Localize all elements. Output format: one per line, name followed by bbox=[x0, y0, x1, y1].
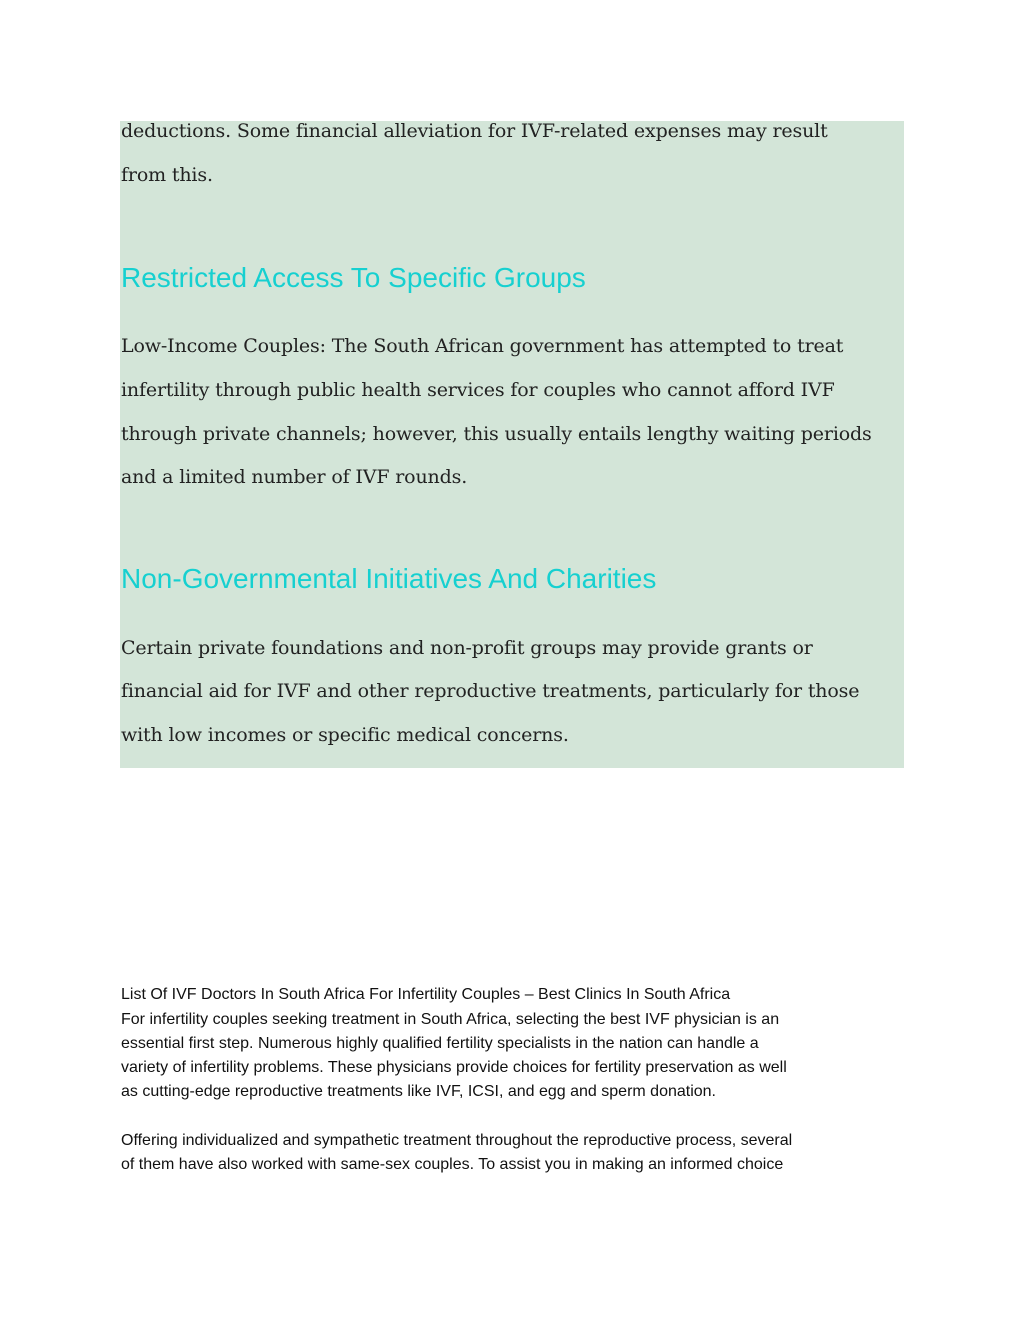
paragraph-2-line-1: Certain private foundations and non-profit groups may provide grants or bbox=[121, 637, 813, 659]
lower-paragraph-1-line-3: variety of infertility problems. These physicians provide choices for fertility preservation as well bbox=[121, 1059, 787, 1076]
lower-paragraph-2-line-1: Offering individualized and sympathetic treatment throughout the reproductive process, several bbox=[121, 1132, 793, 1149]
section-heading-non-governmental: Non-Governmental Initiatives And Charities bbox=[121, 563, 657, 594]
paragraph-1-line-3: through private channels; however, this usually entails lengthy waiting periods bbox=[121, 423, 872, 445]
paragraph-1-line-1: Low-Income Couples: The South African government has attempted to treat bbox=[121, 335, 844, 357]
paragraph-2-line-2: financial aid for IVF and other reproductive treatments, particularly for those bbox=[121, 680, 860, 702]
lower-paragraph-1-line-1: For infertility couples seeking treatment in South Africa, selecting the best IVF physician is an bbox=[121, 1011, 780, 1028]
intro-line-1: deductions. Some financial alleviation for IVF-related expenses may result bbox=[121, 120, 828, 142]
lower-paragraph-1-line-4: as cutting-edge reproductive treatments like IVF, ICSI, and egg and sperm donation. bbox=[121, 1083, 716, 1100]
article-title-line: List Of IVF Doctors In South Africa For Infertility Couples – Best Clinics In South Africa bbox=[121, 986, 731, 1003]
paragraph-1-line-2: infertility through public health services for couples who cannot afford IVF bbox=[121, 379, 835, 401]
section-heading-restricted-access: Restricted Access To Specific Groups bbox=[121, 262, 586, 293]
paragraph-1-line-4: and a limited number of IVF rounds. bbox=[121, 466, 468, 488]
lower-paragraph-1-line-2: essential first step. Numerous highly qualified fertility specialists in the nation can handle a bbox=[121, 1035, 759, 1052]
intro-line-2: from this. bbox=[121, 164, 213, 186]
lower-paragraph-2-line-2: of them have also worked with same-sex couples. To assist you in making an informed choice bbox=[121, 1156, 784, 1173]
paragraph-2-line-3: with low incomes or specific medical concerns. bbox=[121, 724, 569, 746]
